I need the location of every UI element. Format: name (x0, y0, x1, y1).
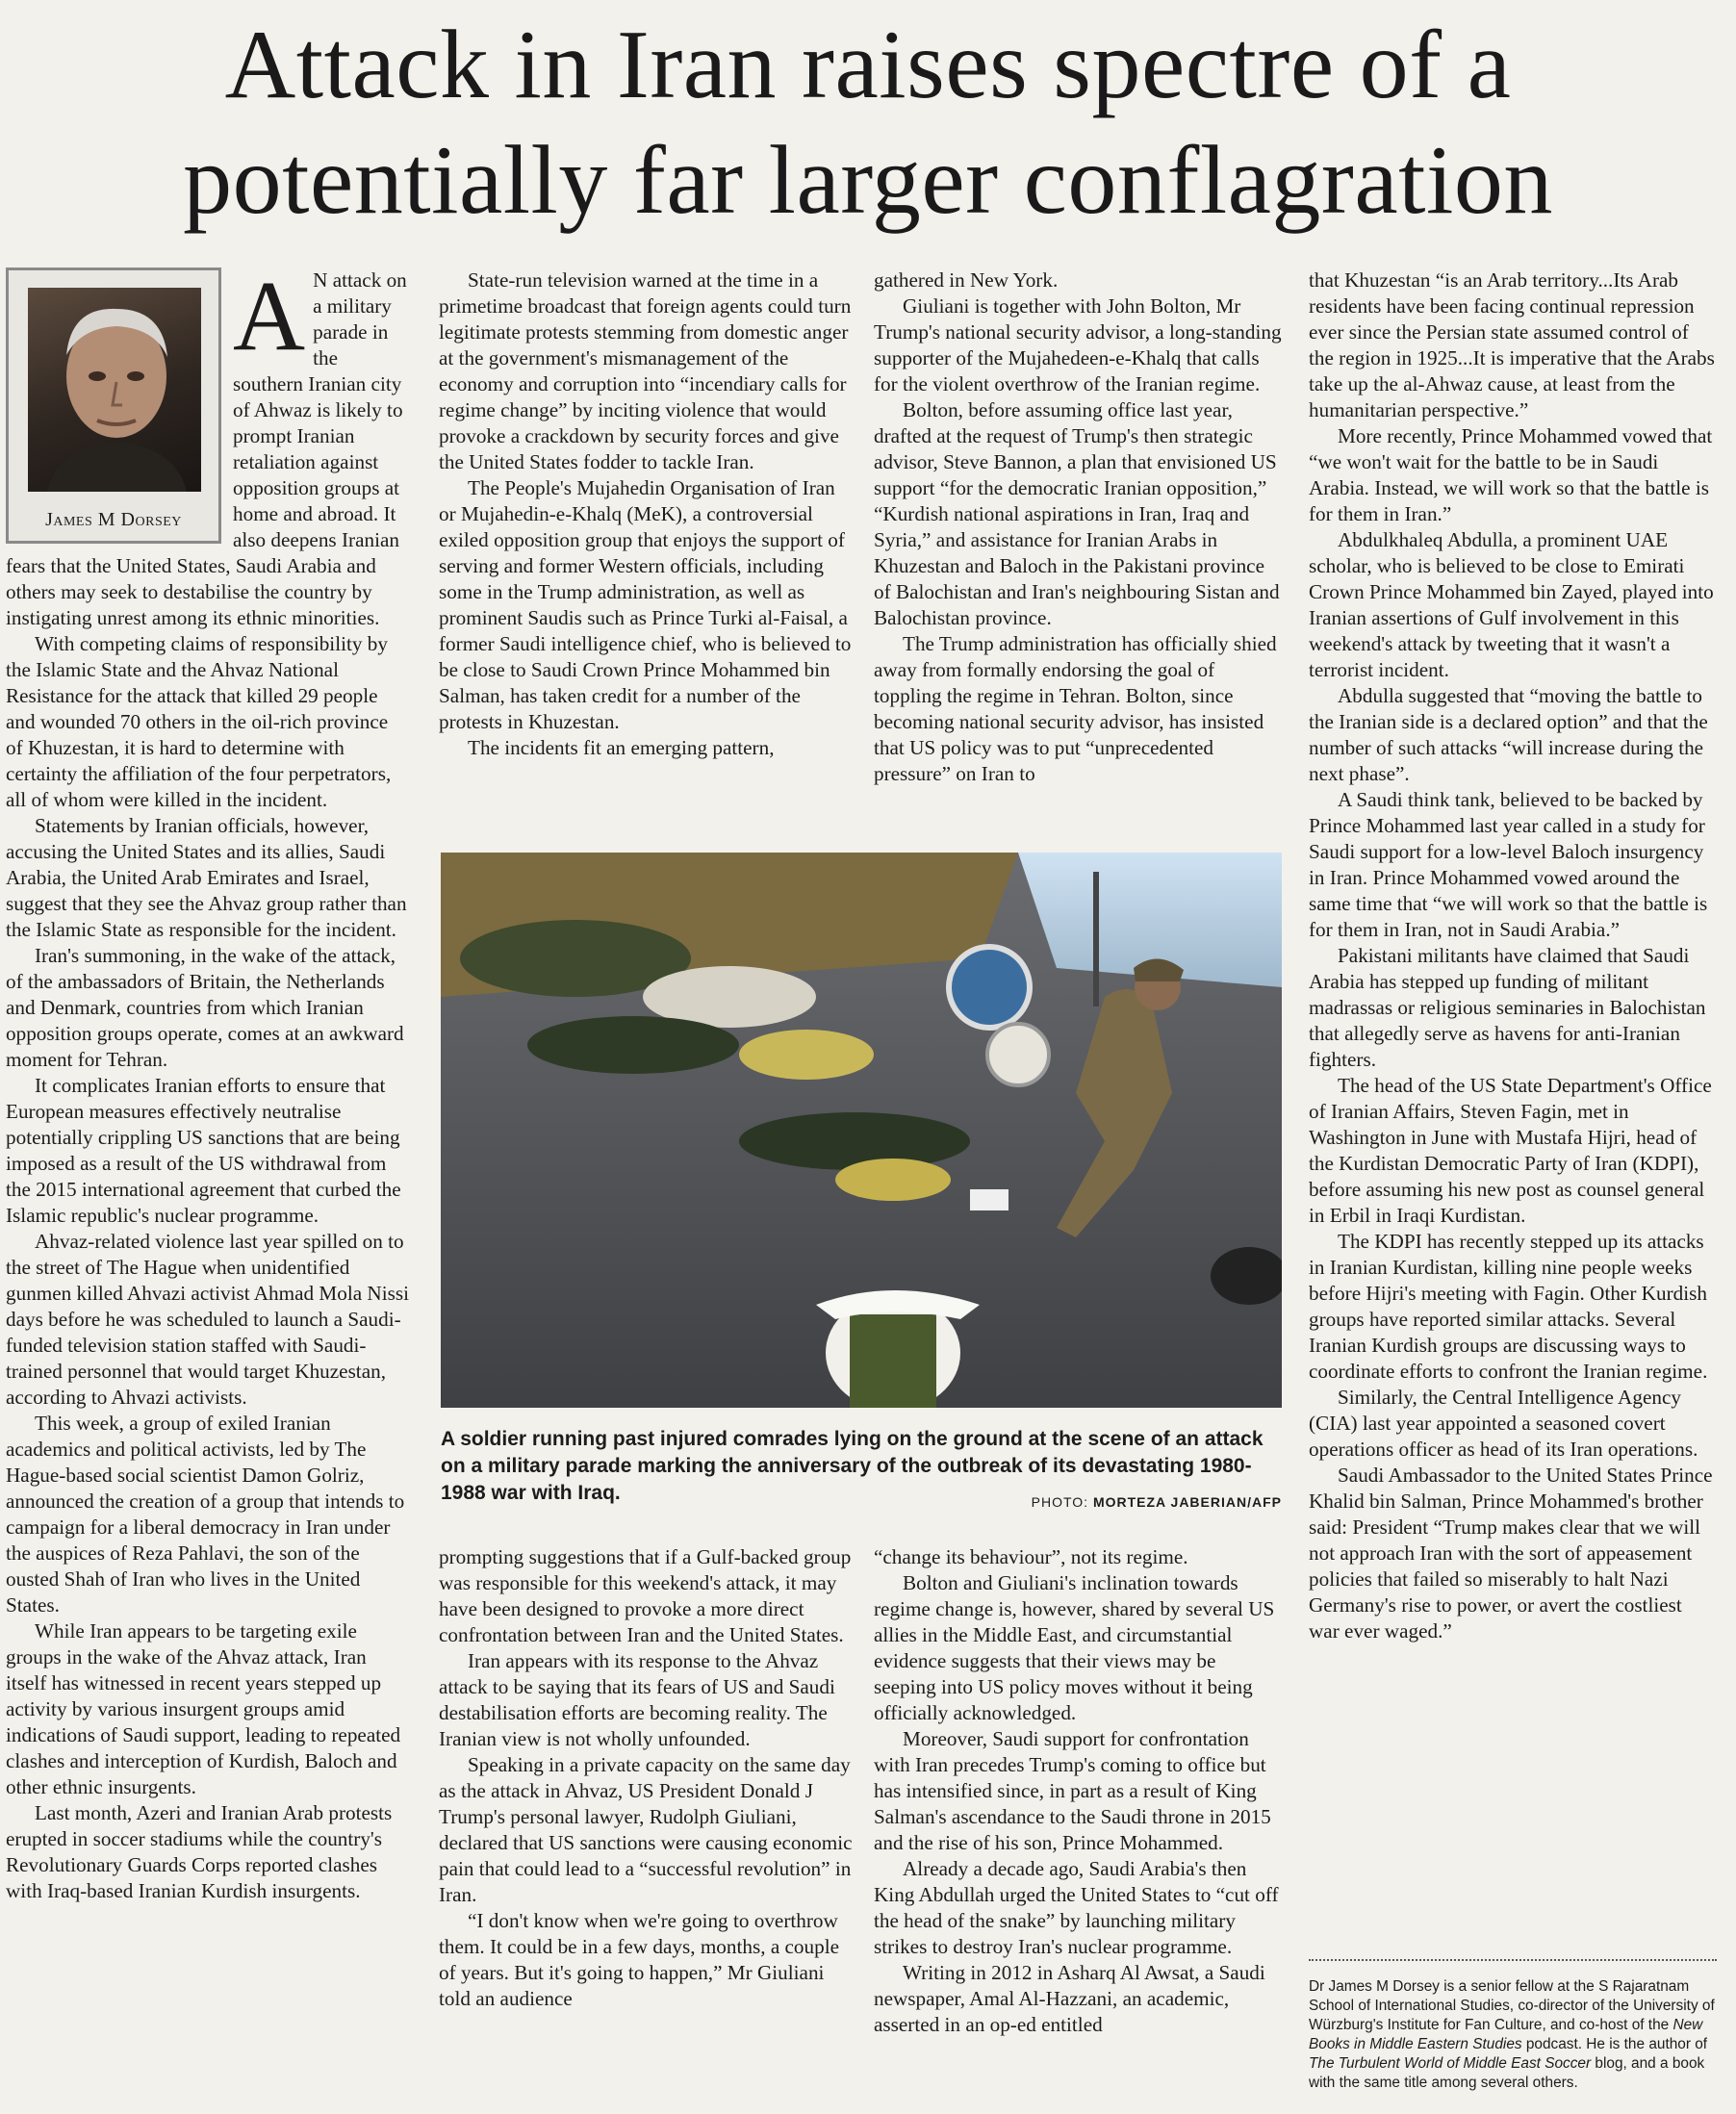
headline: Attack in Iran raises spectre of a potentially far larger conflagration (183, 11, 1553, 235)
bio-podcast-title: New Books in Middle Eastern Studies (1309, 2017, 1703, 2052)
divider (1309, 1959, 1717, 1961)
drop-cap: A (233, 261, 306, 371)
paragraph: The incidents fit an emerging pattern, (468, 736, 775, 759)
paragraph: Speaking in a private capacity on the same day as the attack in Ahvaz, US President Donald J Trump's personal lawyer, Rudolph Giuliani, declared that US sanctions were causing economic pain that could lead to a “successful revolution” in Iran. (439, 1753, 853, 1906)
author-portrait (6, 267, 221, 544)
paragraph: Giuliani is together with John Bolton, Mr Trump's national security advisor, a long-standing supporter of the Mujahedeen-e-Khalq that calls for the violent overthrow of the Iranian regime. (874, 294, 1282, 395)
paragraph: The head of the US State Department's Office of Iranian Affairs, Steven Fagin, met in Washington in June with Mustafa Hijri, head of the Kurdistan Democratic Party of Iran (KDPI), before assuming his new post as counsel general in Erbil in Iraqi Kurdistan. (1309, 1074, 1712, 1227)
author-bio (1309, 1977, 1717, 2093)
column-4 (1309, 267, 1717, 1644)
paragraph: Saudi Ambassador to the United States Prince Khalid bin Salman, Prince Mohammed's brother said: President “Trump makes clear that we will not approach Iran with the sort of appeasement policies that failed so miserably to halt Nazi Germany's rise to power, or avert the costliest war ever waged.” (1309, 1464, 1713, 1643)
paragraph: While Iran appears to be targeting exile groups in the wake of the Ahvaz attack, Iran itself has witnessed in recent years stepped up activity by various insurgent groups amid indications of Saudi support, leading to repeated clashes and interception of Kurdish, Baloch and other ethnic insurgents. (6, 1619, 401, 1798)
paragraph: Bolton and Giuliani's inclination towards regime change is, however, shared by several US allies in the Middle East, and circumstantial evidence suggests that their views may be seeping into US policy moves without it being officially acknowledged. (874, 1571, 1275, 1724)
paragraph: The People's Mujahedin Organisation of Iran or Mujahedin-e-Khalq (MeK), a controversial exiled opposition group that enjoys the support of serving and former Western officials, including some in the Trump administration, as well as prominent Saudis such as Prince Turki al-Faisal, a former Saudi intelligence chief, who is believed to be close to Saudi Crown Prince Mohammed bin Salman, has taken credit for a number of the protests in Khuzestan. (439, 476, 852, 733)
paragraph: that Khuzestan “is an Arab territory...Its Arab residents have been facing continual repression ever since the Persian state assumed control of the region in 1925...It is imperative that the Arabs take up the al-Ahwaz cause, at least from the humanitarian perspective.” (1309, 268, 1715, 421)
paragraph: Ahvaz-related violence last year spilled on to the street of The Hague when unidentified gunmen killed Ahvazi activist Ahmad Mola Nissi days before he was scheduled to launch a Saudi-funded television station staffed with Saudi-trained personnel that would target Khuzestan, according to Ahvazi activists. (6, 1230, 409, 1409)
bio-text: podcast. He is the author of (1521, 2036, 1708, 2052)
paragraph: It complicates Iranian efforts to ensure that European measures effectively neutralise potentially crippling US sanctions that are being imposed as a result of the US withdrawal from the 2015 international agreement that curbed the Islamic republic's nuclear programme. (6, 1074, 401, 1227)
bio-blog-title: The Turbulent World of Middle East Soccer (1309, 2055, 1592, 2072)
paragraph: Last month, Azeri and Iranian Arab protests erupted in soccer stadiums while the country's Revolutionary Guards Corps reported clashes with Iraq-based Iranian Kurdish insurgents. (6, 1801, 393, 1902)
paragraph: gathered in New York. (874, 268, 1059, 292)
paragraph: The Trump administration has officially shied away from formally endorsing the goal of toppling the regime in Tehran. Bolton, since becoming national security advisor, has insisted that US policy was to put “unprecedented pressure” on Iran to (874, 632, 1277, 785)
column-2 (439, 267, 853, 761)
paragraph: Pakistani militants have claimed that Saudi Arabia has stepped up funding of militant madrassas or religious seminaries in Balochistan that allegedly serve as havens for anti-Iranian fighters. (1309, 944, 1706, 1071)
column-3-bottom (874, 1544, 1283, 2038)
paragraph: “change its behaviour”, not its regime. (874, 1545, 1188, 1568)
paragraph: Abdulkhaleq Abdulla, a prominent UAE scholar, who is believed to be close to Emirati Crown Prince Mohammed bin Zayed, played into Iranian assertions of Gulf involvement in this weekend's attack by tweeting that it wasn't a terrorist incident. (1309, 528, 1714, 681)
author-photo (28, 288, 201, 492)
photo-caption: A soldier running past injured comrades lying on the ground at the scene of an attack on a military parade marking the anniversary of the outbreak of its devastating 1980-1988 war with Iraq. (441, 1428, 1264, 1504)
paragraph: prompting suggestions that if a Gulf-backed group was responsible for this weekend's attack, it may have been designed to provoke a more direct confrontation between Iran and the United States. (439, 1545, 852, 1646)
photo-credit (1001, 1494, 1282, 1510)
paragraph: Writing in 2012 in Asharq Al Awsat, a Saudi newspaper, Amal Al-Hazzani, an academic, asserted in an op-ed entitled (874, 1961, 1265, 2036)
paragraph: Abdulla suggested that “moving the battle to the Iranian side is a declared option” and that the number of such attacks “will increase during the next phase”. (1309, 684, 1708, 785)
column-2-bottom (439, 1544, 853, 2012)
paragraph: State-run television warned at the time in a primetime broadcast that foreign agents could turn legitimate protests stemming from domestic anger at the government's mismanagement of the economy and corruption into “incendiary calls for regime change” by inciting violence that would provoke a crackdown by security forces and give the United States fodder to tackle Iran. (439, 268, 852, 473)
photo-credit-label: PHOTO: (1031, 1494, 1089, 1510)
paragraph: Statements by Iranian officials, however, accusing the United States and its allies, Saudi Arabia, the United Arab Emirates and Israel, suggest that they see the Ahvaz group rather than the Islamic State as responsible for the incident. (6, 814, 407, 941)
paragraph: Already a decade ago, Saudi Arabia's then King Abdullah urged the United States to “cut off the head of the snake” by launching military strikes to destroy Iran's nuclear programme. (874, 1857, 1279, 1958)
news-photo (441, 853, 1282, 1408)
paragraph: This week, a group of exiled Iranian academics and political activists, led by The Hague-based social scientist Damon Golriz, announced the creation of a group that intends to campaign for a liberal democracy in Iran under the auspices of Reza Pahlavi, the son of the ousted Shah of Iran who lives in the United States. (6, 1412, 405, 1617)
column-1 (6, 261, 410, 1904)
paragraph: The KDPI has recently stepped up its attacks in Iranian Kurdistan, killing nine people weeks before Hijri's meeting with Fagin. Other Kurdish groups have reported similar attacks. Several Iranian Kurdish groups are discussing ways to coordinate efforts to confront the Iranian regime. (1309, 1230, 1708, 1383)
paragraph: Iran appears with its response to the Ahvaz attack to be saying that its fears of US and Saudi destabilisation efforts are becoming reality. The Iranian view is not wholly unfounded. (439, 1649, 835, 1750)
paragraph: “I don't know when we're going to overthrow them. It could be in a few days, months, a couple of years. But it's going to happen,” Mr Giuliani told an audience (439, 1909, 839, 2010)
column-3 (874, 267, 1283, 787)
bio-text: Dr James M Dorsey is a senior fellow at the S Rajaratnam School of International Studies, co-director of the University of Würzburg's Institute for Fan Culture, and co-host of the (1309, 1978, 1715, 2033)
paragraph: More recently, Prince Mohammed vowed that “we won't wait for the battle to be in Saudi Arabia. Instead, we will work so that the battle is for them in Iran.” (1309, 424, 1713, 525)
paragraph: N attack on a military parade in the southern Iranian city of Ahwaz is likely to prompt Iranian retaliation against opposition groups at home and abroad. It also deepens Iranian fears that the United States, Saudi Arabia and others may seek to destabilise the country by instigating unrest among its ethnic minorities. (6, 268, 407, 629)
paragraph: Iran's summoning, in the wake of the attack, of the ambassadors of Britain, the Netherlands and Denmark, countries from which Iranian opposition groups operate, comes at an awkward moment for Tehran. (6, 944, 404, 1071)
paragraph: With competing claims of responsibility by the Islamic State and the Ahvaz National Resistance for the attack that killed 29 people and wounded 70 others in the oil-rich province of Khuzestan, it is hard to determine with certainty the affiliation of the four perpetrators, all of whom were killed in the incident. (6, 632, 392, 811)
paragraph: A Saudi think tank, believed to be backed by Prince Mohammed last year called in a study for Saudi support for a low-level Baloch insurgency in Iran. Prince Mohammed vowed around the same time that “we will work so that the battle is for them in Iran, not in Saudi Arabia.” (1309, 788, 1708, 941)
author-name: James M Dorsey (45, 509, 182, 530)
paragraph: Bolton, before assuming office last year, drafted at the request of Trump's then strategic advisor, Steve Bannon, a plan that envisioned US support “for the democratic Iranian opposition,” “Kurdish national aspirations in Iran, Iraq and Syria,” and assistance for Iranian Arabs in Khuzestan and Baloch in the Pakistani province of Balochistan and Iran's neighbouring Sistan and Balochistan province. (874, 398, 1280, 629)
paragraph: Similarly, the Central Intelligence Agency (CIA) last year appointed a seasoned covert operations officer as head of its Iran operations. (1309, 1386, 1698, 1461)
photo-credit-name: MORTEZA JABERIAN/AFP (1092, 1494, 1282, 1510)
bio-text: blog, and a book with the same title among several others. (1309, 2055, 1705, 2091)
paragraph: Moreover, Saudi support for confrontation with Iran precedes Trump's coming to office but has intensified since, in part as a result of King Salman's ascendance to the Saudi throne in 2015 and the rise of his son, Prince Mohammed. (874, 1727, 1271, 1854)
